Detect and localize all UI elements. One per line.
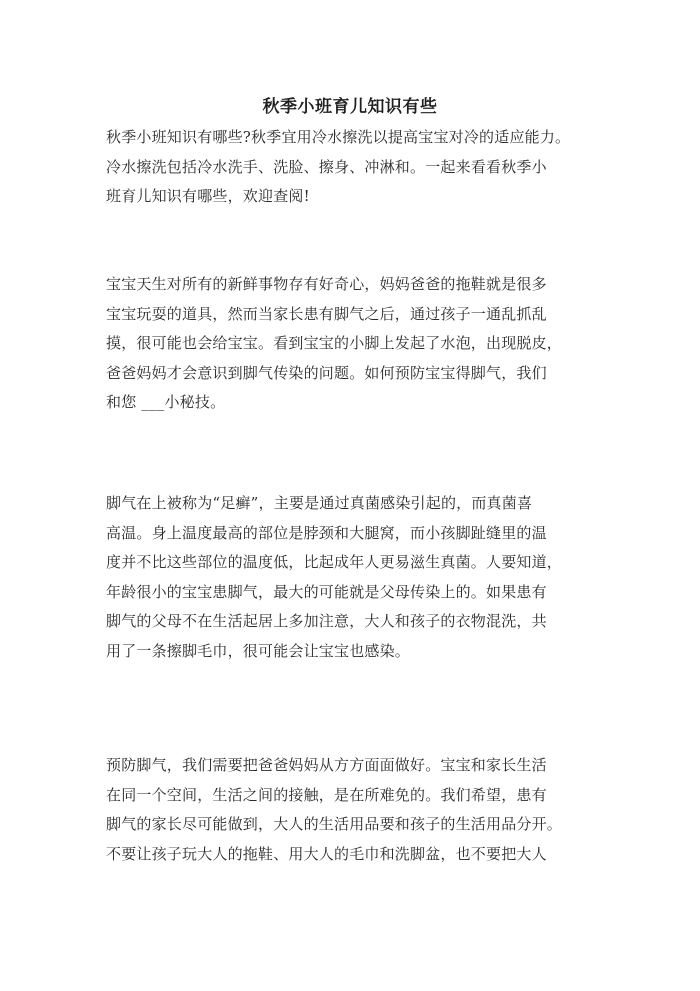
text-line: 脚气的父母不在生活起居上多加注意，大人和孩子的衣物混洗，共 (106, 612, 547, 630)
text-line: 冷水擦洗包括冷水洗手、洗脸、擦身、冲淋和。一起来看看秋季小 (106, 157, 547, 176)
text-line: 脚气的家长尽可能做到，大人的生活用品要和孩子的生活用品分开。 (106, 815, 563, 833)
paragraph-2 (106, 270, 596, 418)
document-title: 秋季小班育儿知识有些 (262, 97, 438, 117)
text-line: 脚气在上被称为“足癣”，主要是通过真菌感染引起的，而真菌喜 (106, 494, 533, 512)
text-line: 和您 ___小秘技。 (106, 393, 226, 411)
text-line: 用了一条擦脚毛巾，很可能会让宝宝也感染。 (106, 641, 411, 660)
text-line: 高温。身上温度最高的部位是脖颈和大腿窝，而小孩脚趾缝里的温 (106, 523, 547, 542)
text-line: 班育儿知识有哪些，欢迎查阅! (106, 187, 310, 205)
paragraph-4 (106, 751, 596, 869)
paragraph-3 (106, 489, 596, 666)
text-line: 在同一个空间，生活之间的接触，是在所难免的。我们希望，患有 (106, 785, 547, 804)
text-line: 摸，很可能也会给宝宝。看到宝宝的小脚上发起了水泡，出现脱皮， (106, 334, 563, 352)
text-line: 秋季小班知识有哪些?秋季宜用冷水擦洗以提高宝宝对冷的适应能力。 (106, 128, 571, 146)
text-line: 爸爸妈妈才会意识到脚气传染的问题。如何预防宝宝得脚气，我们 (106, 363, 547, 382)
paragraph-1 (106, 123, 596, 212)
text-line: 宝宝玩耍的道具，然而当家长患有脚气之后，通过孩子一通乱抓乱 (106, 304, 547, 323)
text-line: 预防脚气，我们需要把爸爸妈妈从方方面面做好。宝宝和家长生活 (106, 756, 547, 774)
text-line: 不要让孩子玩大人的拖鞋、用大人的毛巾和洗脚盆，也不要把大人 (106, 844, 547, 863)
text-line: 年龄很小的宝宝患脚气，最大的可能就是父母传染上的。如果患有 (106, 582, 547, 601)
text-line: 度并不比这些部位的温度低，比起成年人更易滋生真菌。人要知道， (106, 553, 563, 571)
text-line: 宝宝天生对所有的新鲜事物存有好奇心，妈妈爸爸的拖鞋就是很多 (106, 275, 547, 293)
